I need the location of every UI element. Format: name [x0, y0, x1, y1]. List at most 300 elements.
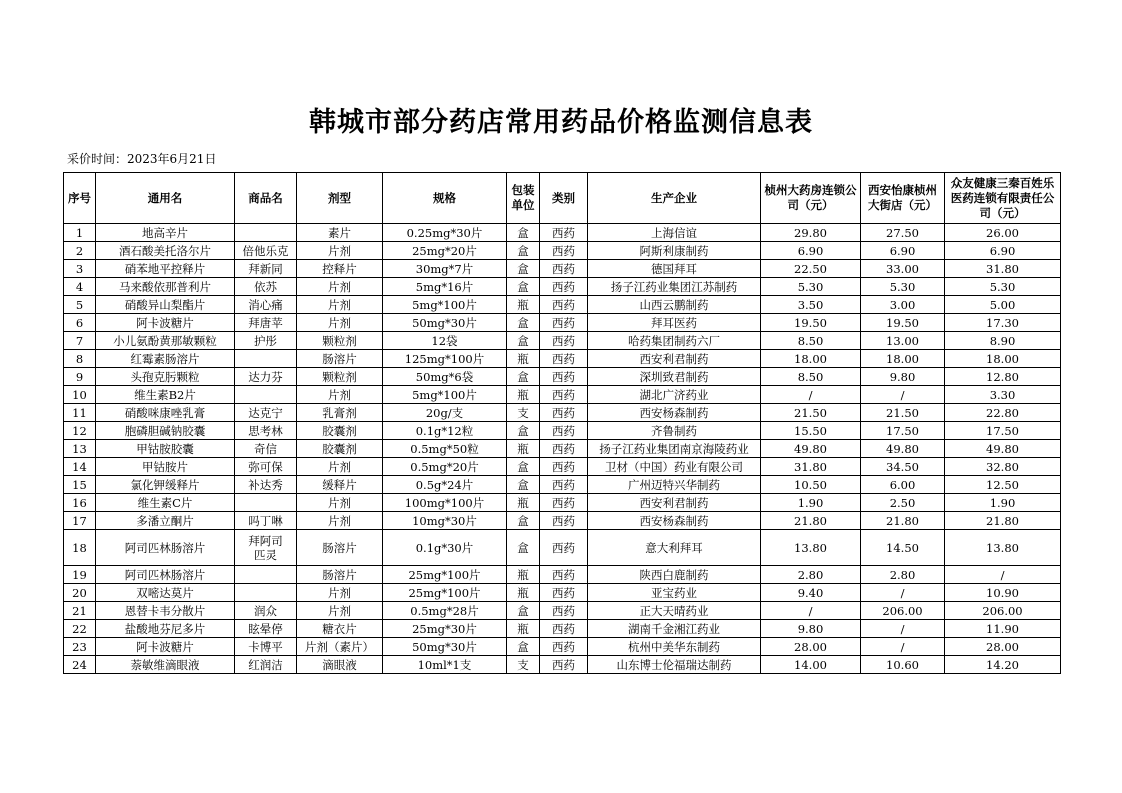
cell-price-store-3: 31.80 [945, 260, 1061, 278]
cell-category: 西药 [540, 512, 588, 530]
cell-category: 西药 [540, 368, 588, 386]
cell-generic-name: 维生素B2片 [96, 386, 235, 404]
cell-spec: 25mg*100片 [383, 566, 507, 584]
cell-price-store-3: 21.80 [945, 512, 1061, 530]
cell-manufacturer: 西安利君制药 [588, 494, 761, 512]
cell-manufacturer: 阿斯利康制药 [588, 242, 761, 260]
cell-dosage-form: 片剂 [297, 584, 383, 602]
table-row [64, 296, 1061, 314]
cell-generic-name: 酒石酸美托洛尔片 [96, 242, 235, 260]
cell-dosage-form: 素片 [297, 224, 383, 242]
cell-category: 西药 [540, 386, 588, 404]
cell-generic-name: 小儿氨酚黄那敏颗粒 [96, 332, 235, 350]
col-header-spec: 规格 [383, 173, 507, 224]
cell-generic-name: 萘敏维滴眼液 [96, 656, 235, 674]
cell-price-store-3: 14.20 [945, 656, 1061, 674]
cell-package-unit: 盒 [507, 224, 540, 242]
table-row [64, 278, 1061, 296]
cell-no: 14 [64, 458, 96, 476]
cell-brand-name: 弥可保 [235, 458, 297, 476]
cell-no: 6 [64, 314, 96, 332]
cell-generic-name: 硝酸咪康唑乳膏 [96, 404, 235, 422]
cell-price-store-2: 14.50 [861, 530, 945, 566]
price-table [63, 172, 1061, 674]
cell-manufacturer: 扬子江药业集团江苏制药 [588, 278, 761, 296]
cell-spec: 100mg*100片 [383, 494, 507, 512]
cell-no: 23 [64, 638, 96, 656]
cell-brand-name: 倍他乐克 [235, 242, 297, 260]
table-row [64, 620, 1061, 638]
cell-price-store-2: 34.50 [861, 458, 945, 476]
cell-category: 西药 [540, 260, 588, 278]
cell-spec: 50mg*30片 [383, 314, 507, 332]
cell-spec: 25mg*30片 [383, 620, 507, 638]
cell-generic-name: 阿卡波糖片 [96, 638, 235, 656]
cell-dosage-form: 胶囊剂 [297, 440, 383, 458]
cell-price-store-2: 5.30 [861, 278, 945, 296]
cell-price-store-1: 8.50 [761, 332, 861, 350]
cell-generic-name: 头孢克肟颗粒 [96, 368, 235, 386]
cell-no: 7 [64, 332, 96, 350]
cell-price-store-2: 17.50 [861, 422, 945, 440]
cell-price-store-1: 2.80 [761, 566, 861, 584]
cell-price-store-1: 21.80 [761, 512, 861, 530]
cell-no: 22 [64, 620, 96, 638]
cell-price-store-2: 3.00 [861, 296, 945, 314]
cell-price-store-2: 49.80 [861, 440, 945, 458]
cell-brand-name [235, 584, 297, 602]
cell-brand-name [235, 494, 297, 512]
cell-manufacturer: 拜耳医药 [588, 314, 761, 332]
cell-dosage-form: 片剂 [297, 296, 383, 314]
cell-spec: 50mg*6袋 [383, 368, 507, 386]
cell-price-store-2: / [861, 584, 945, 602]
cell-price-store-1: 18.00 [761, 350, 861, 368]
cell-package-unit: 盒 [507, 368, 540, 386]
cell-brand-name: 消心痛 [235, 296, 297, 314]
cell-package-unit: 支 [507, 656, 540, 674]
cell-price-store-1: 22.50 [761, 260, 861, 278]
cell-manufacturer: 陕西白鹿制药 [588, 566, 761, 584]
cell-brand-name: 奇信 [235, 440, 297, 458]
cell-price-store-1: 6.90 [761, 242, 861, 260]
cell-package-unit: 盒 [507, 422, 540, 440]
cell-manufacturer: 正大天晴药业 [588, 602, 761, 620]
cell-no: 8 [64, 350, 96, 368]
cell-price-store-3: 22.80 [945, 404, 1061, 422]
cell-brand-name: 眩晕停 [235, 620, 297, 638]
cell-category: 西药 [540, 476, 588, 494]
table-row [64, 458, 1061, 476]
cell-price-store-1: 5.30 [761, 278, 861, 296]
cell-category: 西药 [540, 458, 588, 476]
cell-dosage-form: 滴眼液 [297, 656, 383, 674]
table-row [64, 368, 1061, 386]
cell-dosage-form: 缓释片 [297, 476, 383, 494]
cell-spec: 0.5mg*20片 [383, 458, 507, 476]
cell-price-store-1: 15.50 [761, 422, 861, 440]
cell-spec: 20g/支 [383, 404, 507, 422]
cell-generic-name: 胞磷胆碱钠胶囊 [96, 422, 235, 440]
cell-category: 西药 [540, 296, 588, 314]
cell-brand-name: 依苏 [235, 278, 297, 296]
table-row [64, 638, 1061, 656]
cell-spec: 30mg*7片 [383, 260, 507, 278]
cell-price-store-3: 1.90 [945, 494, 1061, 512]
cell-generic-name: 红霉素肠溶片 [96, 350, 235, 368]
cell-spec: 5mg*16片 [383, 278, 507, 296]
cell-price-store-1: 9.40 [761, 584, 861, 602]
cell-brand-name: 吗丁啉 [235, 512, 297, 530]
cell-no: 19 [64, 566, 96, 584]
table-row [64, 512, 1061, 530]
cell-dosage-form: 肠溶片 [297, 530, 383, 566]
cell-price-store-3: 10.90 [945, 584, 1061, 602]
cell-manufacturer: 杭州中美华东制药 [588, 638, 761, 656]
cell-category: 西药 [540, 584, 588, 602]
cell-dosage-form: 片剂 [297, 458, 383, 476]
cell-manufacturer: 扬子江药业集团南京海陵药业 [588, 440, 761, 458]
cell-price-store-3: 17.30 [945, 314, 1061, 332]
cell-spec: 0.5mg*28片 [383, 602, 507, 620]
cell-price-store-3: 6.90 [945, 242, 1061, 260]
cell-manufacturer: 意大利拜耳 [588, 530, 761, 566]
cell-package-unit: 瓶 [507, 584, 540, 602]
cell-manufacturer: 卫材（中国）药业有限公司 [588, 458, 761, 476]
cell-category: 西药 [540, 440, 588, 458]
cell-manufacturer: 湖南千金湘江药业 [588, 620, 761, 638]
cell-price-store-2: / [861, 386, 945, 404]
cell-price-store-2: 21.80 [861, 512, 945, 530]
cell-dosage-form: 控释片 [297, 260, 383, 278]
cell-no: 5 [64, 296, 96, 314]
cell-generic-name: 多潘立酮片 [96, 512, 235, 530]
cell-no: 24 [64, 656, 96, 674]
cell-price-store-3: 18.00 [945, 350, 1061, 368]
table-body [64, 224, 1061, 674]
cell-manufacturer: 山西云鹏制药 [588, 296, 761, 314]
cell-brand-name: 拜新同 [235, 260, 297, 278]
cell-manufacturer: 亚宝药业 [588, 584, 761, 602]
cell-category: 西药 [540, 278, 588, 296]
cell-price-store-2: 9.80 [861, 368, 945, 386]
cell-dosage-form: 胶囊剂 [297, 422, 383, 440]
col-header-store-1: 桢州大药房连锁公司（元） [761, 173, 861, 224]
cell-package-unit: 盒 [507, 476, 540, 494]
cell-manufacturer: 齐鲁制药 [588, 422, 761, 440]
table-row [64, 566, 1061, 584]
table-row [64, 242, 1061, 260]
cell-price-store-3: 5.30 [945, 278, 1061, 296]
cell-category: 西药 [540, 620, 588, 638]
cell-dosage-form: 乳膏剂 [297, 404, 383, 422]
cell-spec: 0.25mg*30片 [383, 224, 507, 242]
cell-spec: 25mg*20片 [383, 242, 507, 260]
cell-price-store-1: 3.50 [761, 296, 861, 314]
col-header-dosage-form: 剂型 [297, 173, 383, 224]
cell-package-unit: 盒 [507, 638, 540, 656]
cell-no: 16 [64, 494, 96, 512]
cell-price-store-2: 6.90 [861, 242, 945, 260]
cell-manufacturer: 深圳致君制药 [588, 368, 761, 386]
cell-brand-name [235, 386, 297, 404]
cell-spec: 10mg*30片 [383, 512, 507, 530]
cell-no: 10 [64, 386, 96, 404]
cell-spec: 125mg*100片 [383, 350, 507, 368]
cell-price-store-1: / [761, 602, 861, 620]
cell-dosage-form: 片剂 [297, 602, 383, 620]
cell-category: 西药 [540, 494, 588, 512]
cell-package-unit: 盒 [507, 512, 540, 530]
cell-category: 西药 [540, 350, 588, 368]
cell-dosage-form: 颗粒剂 [297, 368, 383, 386]
cell-generic-name: 地高辛片 [96, 224, 235, 242]
cell-package-unit: 盒 [507, 260, 540, 278]
cell-manufacturer: 西安杨森制药 [588, 404, 761, 422]
table-row [64, 260, 1061, 278]
cell-no: 12 [64, 422, 96, 440]
cell-package-unit: 盒 [507, 314, 540, 332]
cell-package-unit: 瓶 [507, 566, 540, 584]
cell-no: 13 [64, 440, 96, 458]
cell-spec: 10ml*1支 [383, 656, 507, 674]
cell-dosage-form: 肠溶片 [297, 350, 383, 368]
cell-price-store-1: 29.80 [761, 224, 861, 242]
cell-package-unit: 盒 [507, 332, 540, 350]
cell-package-unit: 盒 [507, 602, 540, 620]
cell-package-unit: 盒 [507, 242, 540, 260]
col-header-generic-name: 通用名 [96, 173, 235, 224]
cell-spec: 5mg*100片 [383, 296, 507, 314]
cell-package-unit: 瓶 [507, 440, 540, 458]
col-header-brand-name: 商品名 [235, 173, 297, 224]
cell-package-unit: 瓶 [507, 296, 540, 314]
table-row [64, 314, 1061, 332]
cell-price-store-1: 21.50 [761, 404, 861, 422]
cell-category: 西药 [540, 656, 588, 674]
cell-no: 17 [64, 512, 96, 530]
table-row [64, 494, 1061, 512]
cell-brand-name [235, 224, 297, 242]
cell-price-store-3: 12.50 [945, 476, 1061, 494]
cell-brand-name: 护彤 [235, 332, 297, 350]
cell-brand-name: 拜阿司 匹灵 [235, 530, 297, 566]
cell-package-unit: 支 [507, 404, 540, 422]
cell-price-store-3: 11.90 [945, 620, 1061, 638]
col-header-store-3: 众友健康三秦百姓乐医药连锁有限责任公司（元） [945, 173, 1061, 224]
cell-brand-name: 红润洁 [235, 656, 297, 674]
cell-price-store-2: / [861, 620, 945, 638]
col-header-no: 序号 [64, 173, 96, 224]
cell-generic-name: 双嘧达莫片 [96, 584, 235, 602]
table-row [64, 440, 1061, 458]
cell-price-store-1: 13.80 [761, 530, 861, 566]
cell-dosage-form: 片剂 [297, 242, 383, 260]
cell-price-store-3: 12.80 [945, 368, 1061, 386]
cell-package-unit: 瓶 [507, 350, 540, 368]
cell-no: 15 [64, 476, 96, 494]
cell-package-unit: 瓶 [507, 386, 540, 404]
cell-category: 西药 [540, 242, 588, 260]
cell-dosage-form: 片剂 [297, 278, 383, 296]
cell-price-store-1: 9.80 [761, 620, 861, 638]
cell-manufacturer: 山东博士伦福瑞达制药 [588, 656, 761, 674]
page-title: 韩城市部分药店常用药品价格监测信息表 [309, 107, 813, 138]
cell-price-store-2: 13.00 [861, 332, 945, 350]
cell-price-store-3: 5.00 [945, 296, 1061, 314]
cell-no: 20 [64, 584, 96, 602]
cell-dosage-form: 颗粒剂 [297, 332, 383, 350]
cell-price-store-2: 18.00 [861, 350, 945, 368]
col-header-package-unit: 包装单位 [507, 173, 540, 224]
cell-category: 西药 [540, 332, 588, 350]
cell-price-store-3: 8.90 [945, 332, 1061, 350]
cell-price-store-1: 49.80 [761, 440, 861, 458]
cell-no: 3 [64, 260, 96, 278]
cell-no: 9 [64, 368, 96, 386]
cell-price-store-3: / [945, 566, 1061, 584]
cell-dosage-form: 片剂（素片） [297, 638, 383, 656]
col-header-manufacturer: 生产企业 [588, 173, 761, 224]
cell-price-store-1: 10.50 [761, 476, 861, 494]
cell-category: 西药 [540, 638, 588, 656]
cell-generic-name: 盐酸地芬尼多片 [96, 620, 235, 638]
cell-price-store-3: 3.30 [945, 386, 1061, 404]
cell-price-store-2: 6.00 [861, 476, 945, 494]
cell-dosage-form: 片剂 [297, 494, 383, 512]
cell-generic-name: 甲钴胺片 [96, 458, 235, 476]
cell-category: 西药 [540, 530, 588, 566]
cell-manufacturer: 德国拜耳 [588, 260, 761, 278]
cell-no: 4 [64, 278, 96, 296]
cell-price-store-2: 10.60 [861, 656, 945, 674]
table-row [64, 656, 1061, 674]
cell-dosage-form: 糖衣片 [297, 620, 383, 638]
cell-no: 18 [64, 530, 96, 566]
cell-price-store-2: 27.50 [861, 224, 945, 242]
table-row [64, 350, 1061, 368]
cell-manufacturer: 哈药集团制药六厂 [588, 332, 761, 350]
table-row [64, 386, 1061, 404]
cell-spec: 12袋 [383, 332, 507, 350]
cell-price-store-2: 206.00 [861, 602, 945, 620]
table-row [64, 530, 1061, 566]
cell-price-store-1: 19.50 [761, 314, 861, 332]
cell-category: 西药 [540, 422, 588, 440]
cell-package-unit: 盒 [507, 530, 540, 566]
cell-generic-name: 阿卡波糖片 [96, 314, 235, 332]
survey-date: 采价时间：2023年6月21日 [67, 152, 217, 166]
cell-price-store-1: 8.50 [761, 368, 861, 386]
cell-price-store-2: / [861, 638, 945, 656]
cell-package-unit: 瓶 [507, 620, 540, 638]
cell-generic-name: 恩替卡韦分散片 [96, 602, 235, 620]
cell-spec: 5mg*100片 [383, 386, 507, 404]
cell-price-store-1: 1.90 [761, 494, 861, 512]
cell-price-store-2: 21.50 [861, 404, 945, 422]
cell-price-store-3: 13.80 [945, 530, 1061, 566]
cell-spec: 0.5g*24片 [383, 476, 507, 494]
cell-price-store-3: 32.80 [945, 458, 1061, 476]
cell-generic-name: 硝苯地平控释片 [96, 260, 235, 278]
cell-generic-name: 硝酸异山梨酯片 [96, 296, 235, 314]
cell-price-store-3: 26.00 [945, 224, 1061, 242]
cell-brand-name: 达克宁 [235, 404, 297, 422]
cell-category: 西药 [540, 566, 588, 584]
header-row [64, 173, 1061, 224]
cell-generic-name: 阿司匹林肠溶片 [96, 530, 235, 566]
cell-generic-name: 甲钴胺胶囊 [96, 440, 235, 458]
cell-brand-name [235, 350, 297, 368]
cell-price-store-3: 28.00 [945, 638, 1061, 656]
cell-dosage-form: 肠溶片 [297, 566, 383, 584]
cell-no: 2 [64, 242, 96, 260]
cell-price-store-2: 33.00 [861, 260, 945, 278]
cell-price-store-1: 14.00 [761, 656, 861, 674]
cell-brand-name: 拜唐苹 [235, 314, 297, 332]
cell-no: 1 [64, 224, 96, 242]
cell-generic-name: 阿司匹林肠溶片 [96, 566, 235, 584]
table-row [64, 332, 1061, 350]
cell-category: 西药 [540, 404, 588, 422]
cell-dosage-form: 片剂 [297, 314, 383, 332]
cell-category: 西药 [540, 224, 588, 242]
cell-manufacturer: 西安杨森制药 [588, 512, 761, 530]
cell-brand-name: 润众 [235, 602, 297, 620]
cell-no: 21 [64, 602, 96, 620]
cell-package-unit: 盒 [507, 278, 540, 296]
cell-no: 11 [64, 404, 96, 422]
cell-price-store-2: 2.80 [861, 566, 945, 584]
table-row [64, 476, 1061, 494]
cell-spec: 0.5mg*50粒 [383, 440, 507, 458]
table-row [64, 584, 1061, 602]
cell-spec: 0.1g*30片 [383, 530, 507, 566]
table-row [64, 404, 1061, 422]
cell-manufacturer: 西安利君制药 [588, 350, 761, 368]
cell-spec: 0.1g*12粒 [383, 422, 507, 440]
cell-brand-name: 卡博平 [235, 638, 297, 656]
cell-manufacturer: 湖北广济药业 [588, 386, 761, 404]
cell-generic-name: 马来酸依那普利片 [96, 278, 235, 296]
cell-brand-name [235, 566, 297, 584]
col-header-category: 类别 [540, 173, 588, 224]
cell-price-store-1: / [761, 386, 861, 404]
cell-category: 西药 [540, 602, 588, 620]
cell-price-store-1: 28.00 [761, 638, 861, 656]
cell-brand-name: 思考林 [235, 422, 297, 440]
cell-category: 西药 [540, 314, 588, 332]
cell-brand-name: 补达秀 [235, 476, 297, 494]
table-row [64, 602, 1061, 620]
cell-manufacturer: 上海信谊 [588, 224, 761, 242]
cell-dosage-form: 片剂 [297, 512, 383, 530]
cell-price-store-3: 17.50 [945, 422, 1061, 440]
table-row [64, 422, 1061, 440]
cell-price-store-2: 19.50 [861, 314, 945, 332]
cell-spec: 25mg*100片 [383, 584, 507, 602]
cell-manufacturer: 广州迈特兴华制药 [588, 476, 761, 494]
cell-price-store-1: 31.80 [761, 458, 861, 476]
cell-spec: 50mg*30片 [383, 638, 507, 656]
cell-dosage-form: 片剂 [297, 386, 383, 404]
col-header-store-2: 西安怡康桢州大街店（元） [861, 173, 945, 224]
cell-package-unit: 瓶 [507, 494, 540, 512]
cell-price-store-2: 2.50 [861, 494, 945, 512]
cell-price-store-3: 206.00 [945, 602, 1061, 620]
cell-price-store-3: 49.80 [945, 440, 1061, 458]
cell-generic-name: 维生素C片 [96, 494, 235, 512]
